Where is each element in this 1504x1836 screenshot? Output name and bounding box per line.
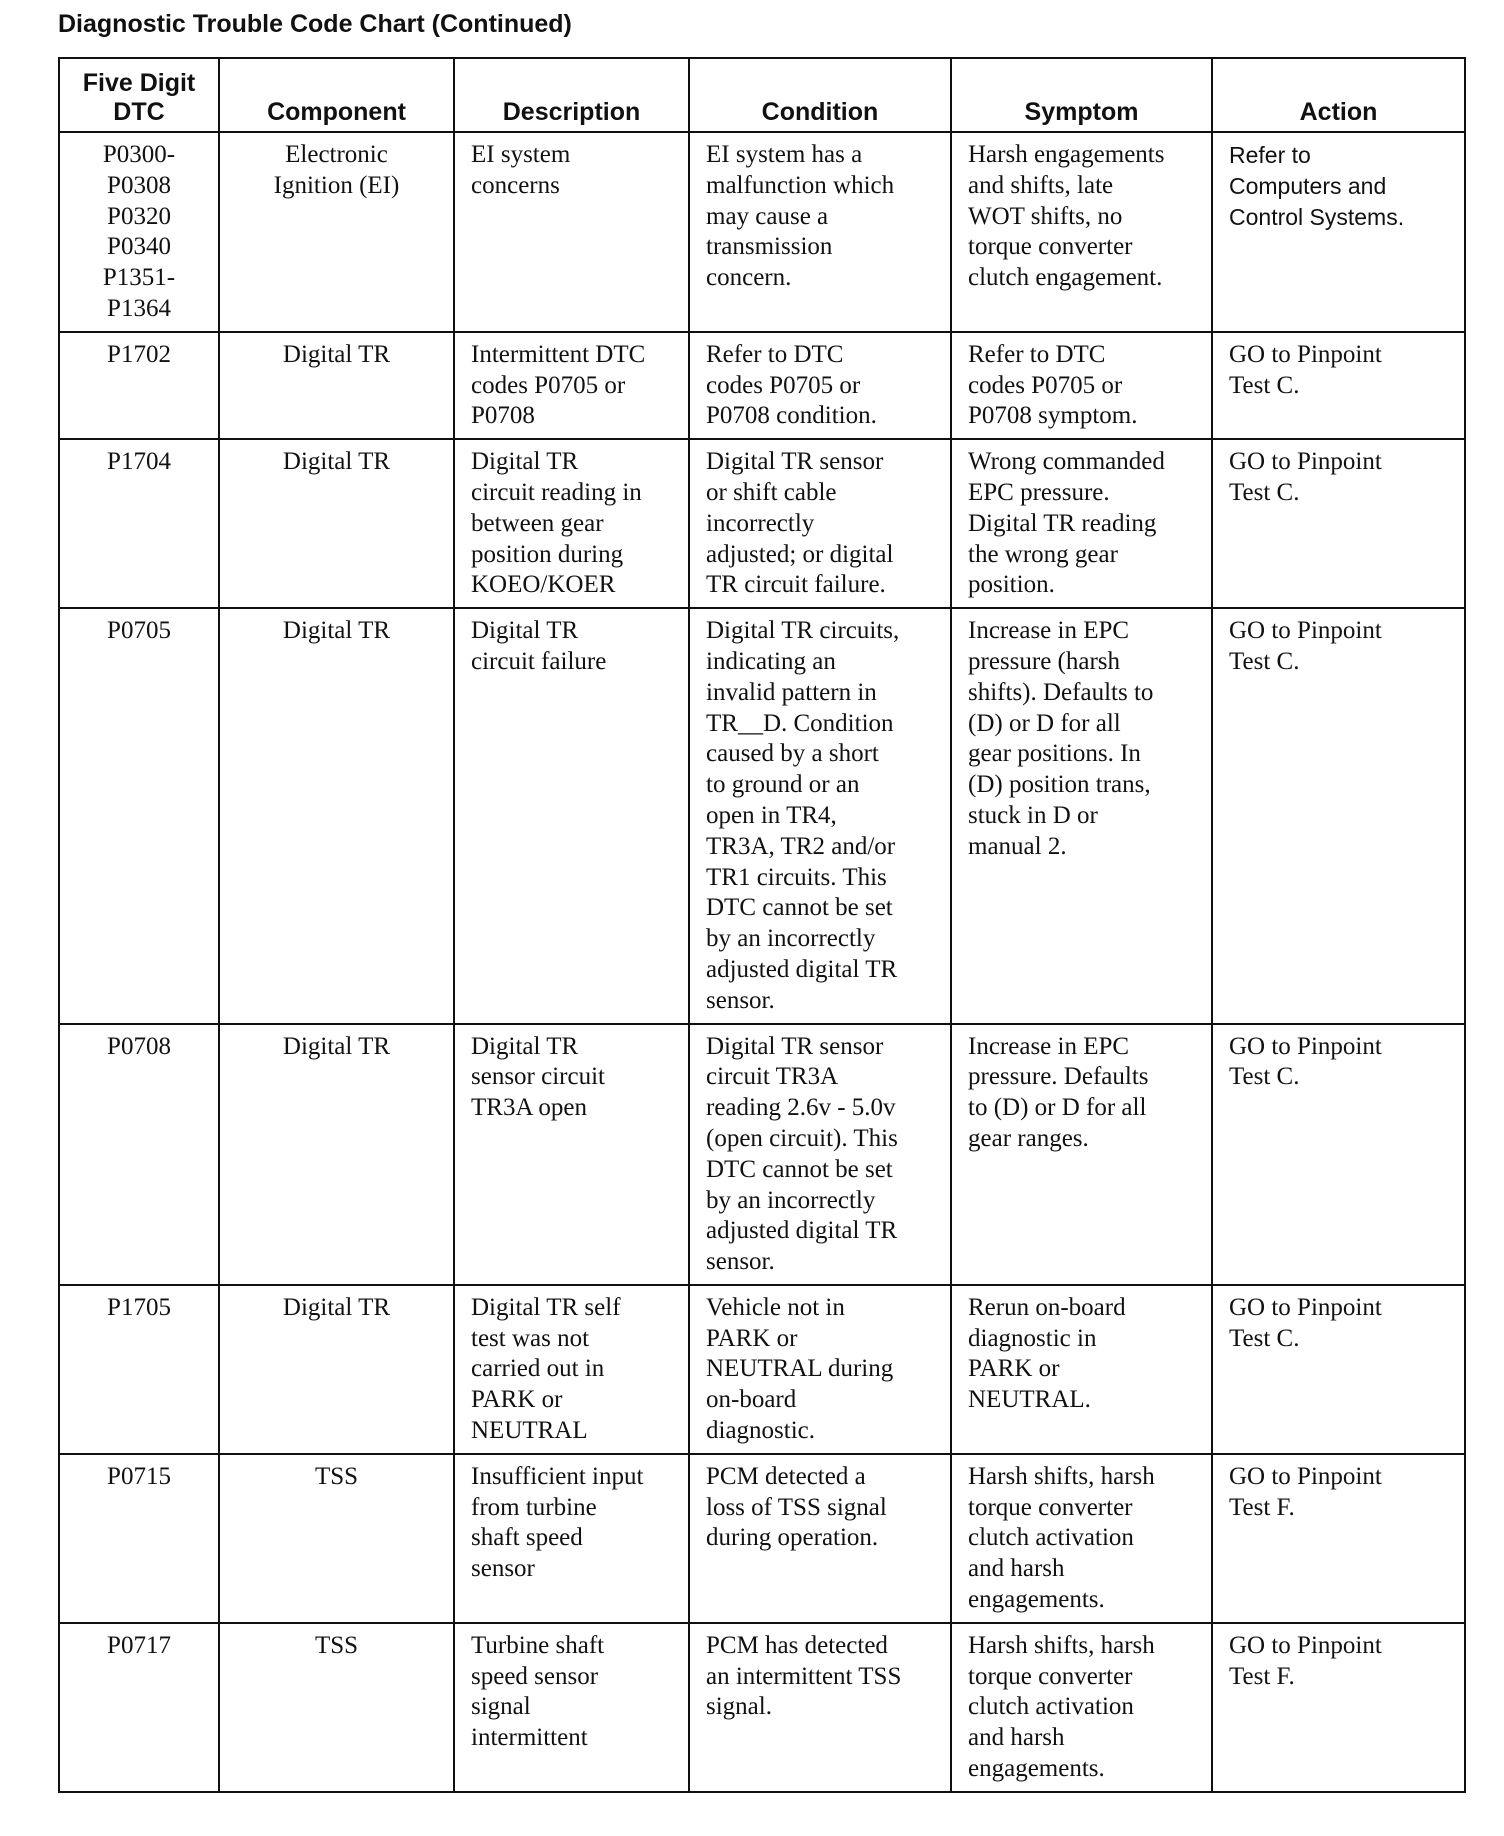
dtc-cell: P0705 <box>59 608 219 1023</box>
description-cell: Digital TR circuit reading in between gear position during KOEO/KOER <box>454 439 689 608</box>
component-cell: TSS <box>219 1623 454 1792</box>
symptom-cell: Increase in EPC pressure. Defaults to (D) or D for all gear ranges. <box>951 1024 1212 1285</box>
description-cell: EI system concerns <box>454 132 689 332</box>
description-cell: Insufficient input from turbine shaft speed sensor <box>454 1454 689 1623</box>
table-row <box>59 1623 1465 1792</box>
action-cell: GO to Pinpoint Test C. <box>1212 439 1465 608</box>
description-cell: Digital TR sensor circuit TR3A open <box>454 1024 689 1285</box>
action-cell: GO to Pinpoint Test F. <box>1212 1454 1465 1623</box>
symptom-cell: Refer to DTC codes P0705 or P0708 symptom. <box>951 332 1212 439</box>
symptom-cell: Rerun on-board diagnostic in PARK or NEUTRAL. <box>951 1285 1212 1454</box>
header-dtc: Five Digit DTC <box>59 58 219 132</box>
dtc-cell: P1702 <box>59 332 219 439</box>
header-condition: Condition <box>689 58 951 132</box>
action-cell: GO to Pinpoint Test F. <box>1212 1623 1465 1792</box>
page-title: Diagnostic Trouble Code Chart (Continued) <box>58 10 572 38</box>
action-cell: Refer to Computers and Control Systems. <box>1212 132 1465 332</box>
description-cell: Intermittent DTC codes P0705 or P0708 <box>454 332 689 439</box>
component-cell: Digital TR <box>219 1024 454 1285</box>
component-cell: TSS <box>219 1454 454 1623</box>
symptom-cell: Harsh shifts, harsh torque converter clutch activation and harsh engagements. <box>951 1623 1212 1792</box>
component-cell: Digital TR <box>219 332 454 439</box>
dtc-cell: P0717 <box>59 1623 219 1792</box>
symptom-cell: Increase in EPC pressure (harsh shifts). Defaults to (D) or D for all gear positions. In (D) position trans, stuck in D or manual 2. <box>951 608 1212 1023</box>
table-row <box>59 332 1465 439</box>
dtc-cell: P1704 <box>59 439 219 608</box>
table-row <box>59 1024 1465 1285</box>
component-cell: Digital TR <box>219 608 454 1023</box>
symptom-cell: Harsh shifts, harsh torque converter clutch activation and harsh engagements. <box>951 1454 1212 1623</box>
header-component: Component <box>219 58 454 132</box>
header-description: Description <box>454 58 689 132</box>
component-cell: Digital TR <box>219 1285 454 1454</box>
table-header-row <box>59 58 1465 132</box>
description-cell: Turbine shaft speed sensor signal intermittent <box>454 1623 689 1792</box>
condition-cell: Digital TR circuits, indicating an invalid pattern in TR__D. Condition caused by a short to ground or an open in TR4, TR3A, TR2 and/or TR1 circuits. This DTC cannot be set by an incorrectly adjusted digital TR sensor. <box>689 608 951 1023</box>
header-action: Action <box>1212 58 1465 132</box>
table-row <box>59 608 1465 1023</box>
condition-cell: EI system has a malfunction which may cause a transmission concern. <box>689 132 951 332</box>
table-row <box>59 1454 1465 1623</box>
action-cell: GO to Pinpoint Test C. <box>1212 608 1465 1023</box>
condition-cell: Refer to DTC codes P0705 or P0708 condition. <box>689 332 951 439</box>
component-cell: Digital TR <box>219 439 454 608</box>
description-cell: Digital TR circuit failure <box>454 608 689 1023</box>
dtc-cell: P0708 <box>59 1024 219 1285</box>
condition-cell: Digital TR sensor or shift cable incorrectly adjusted; or digital TR circuit failure. <box>689 439 951 608</box>
condition-cell: Digital TR sensor circuit TR3A reading 2.6v - 5.0v (open circuit). This DTC cannot be set by an incorrectly adjusted digital TR sensor. <box>689 1024 951 1285</box>
table-row <box>59 132 1465 332</box>
action-cell: GO to Pinpoint Test C. <box>1212 332 1465 439</box>
table-row <box>59 439 1465 608</box>
dtc-cell: P0300- P0308 P0320 P0340 P1351- P1364 <box>59 132 219 332</box>
symptom-cell: Harsh engagements and shifts, late WOT shifts, no torque converter clutch engagement. <box>951 132 1212 332</box>
description-cell: Digital TR self test was not carried out in PARK or NEUTRAL <box>454 1285 689 1454</box>
component-cell: Electronic Ignition (EI) <box>219 132 454 332</box>
dtc-cell: P1705 <box>59 1285 219 1454</box>
dtc-cell: P0715 <box>59 1454 219 1623</box>
action-cell: GO to Pinpoint Test C. <box>1212 1024 1465 1285</box>
action-cell: GO to Pinpoint Test C. <box>1212 1285 1465 1454</box>
condition-cell: PCM has detected an intermittent TSS signal. <box>689 1623 951 1792</box>
condition-cell: PCM detected a loss of TSS signal during operation. <box>689 1454 951 1623</box>
table-row <box>59 1285 1465 1454</box>
header-symptom: Symptom <box>951 58 1212 132</box>
dtc-table <box>58 57 1466 1793</box>
symptom-cell: Wrong commanded EPC pressure. Digital TR reading the wrong gear position. <box>951 439 1212 608</box>
condition-cell: Vehicle not in PARK or NEUTRAL during on-board diagnostic. <box>689 1285 951 1454</box>
